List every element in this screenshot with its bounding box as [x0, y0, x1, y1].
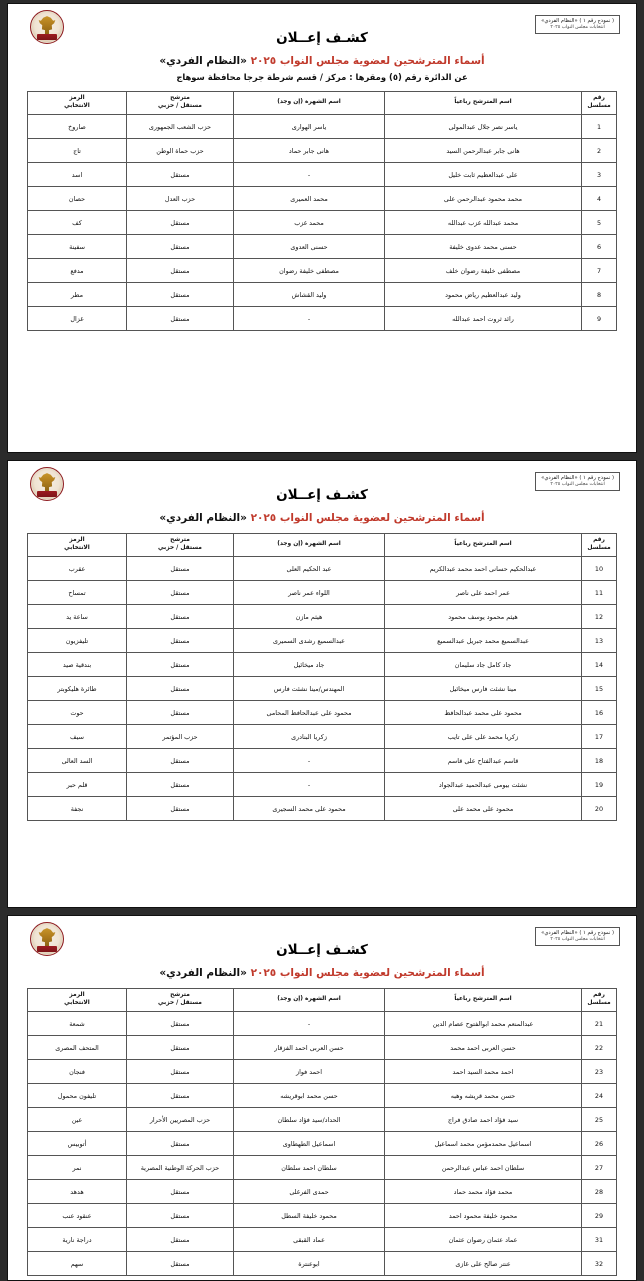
column-header-candidate-name — [385, 92, 582, 115]
cell-fame-name: محمود على عبدالحافظ المحامى — [234, 701, 385, 725]
cell-symbol: تليفزيون — [28, 629, 127, 653]
cell-party: مستقل — [127, 605, 234, 629]
candidates-table — [27, 533, 617, 821]
cell-candidate-name: على عبدالعظيم ثابت خليل — [385, 163, 582, 187]
candidates-table — [27, 988, 617, 1276]
cell-candidate-name: احمد محمد السيد احمد — [385, 1060, 582, 1084]
table-row — [28, 283, 617, 307]
cell-fame-name: زكريا البنادرى — [234, 725, 385, 749]
table-row — [28, 725, 617, 749]
table-row — [28, 1108, 617, 1132]
cell-symbol: سهم — [28, 1252, 127, 1276]
column-header-serial-text: مسلسل — [587, 103, 611, 109]
document-page — [7, 3, 637, 453]
cell-fame-name: - — [234, 773, 385, 797]
cell-party: مستقل — [127, 1204, 234, 1228]
cell-fame-name: محمود خليفة السطل — [234, 1204, 385, 1228]
cell-symbol: نجفة — [28, 797, 127, 821]
emblem-seal — [30, 922, 64, 956]
page-title: كشـف إعــلان — [276, 942, 368, 958]
column-header-party-text: مستقل / حزبي — [158, 103, 202, 109]
cell-candidate-name: رائد ثروت احمد عبدالله — [385, 307, 582, 331]
column-header-symbol — [28, 534, 127, 557]
cell-serial: 27 — [582, 1156, 617, 1180]
pages-container — [0, 3, 644, 1281]
cell-party: مستقل — [127, 1060, 234, 1084]
cell-fame-name: محمود على محمد السجيرى — [234, 797, 385, 821]
table-row — [28, 259, 617, 283]
cell-party: مستقل — [127, 163, 234, 187]
cell-symbol: عين — [28, 1108, 127, 1132]
emblem-seal — [30, 467, 64, 501]
cell-candidate-name: محمود على محمد على — [385, 797, 582, 821]
cell-serial: 16 — [582, 701, 617, 725]
subtitle-red-part: أسماء المترشحين لعضوية مجلس النواب ٢٠٢٥ — [250, 512, 485, 524]
cell-party: مستقل — [127, 1132, 234, 1156]
table-row — [28, 797, 617, 821]
cell-fame-name: مصطفى خليفة رضوان — [234, 259, 385, 283]
page-subtitle — [8, 46, 636, 67]
table-row — [28, 115, 617, 139]
cell-serial: 25 — [582, 1108, 617, 1132]
cell-serial: 4 — [582, 187, 617, 211]
egypt-eagle-emblem-icon — [30, 10, 64, 52]
cell-candidate-name: عبدالمنعم محمد ابوالفتوح عصام الدين — [385, 1012, 582, 1036]
table-row — [28, 629, 617, 653]
column-header-candidate-name-text: اسم المترشح رباعياً — [454, 99, 512, 106]
cell-party: مستقل — [127, 1012, 234, 1036]
cell-fame-name: وليد القشاش — [234, 283, 385, 307]
candidates-table — [27, 91, 617, 331]
cell-fame-name: الحداد/سيد فؤاد سلطان — [234, 1108, 385, 1132]
column-header-fame-name-text: اسم الشهرة (إن وجد) — [277, 99, 341, 106]
cell-symbol: تاج — [28, 139, 127, 163]
cell-candidate-name: قاسم عبدالفتاح على قاسم — [385, 749, 582, 773]
column-header-candidate-name — [385, 989, 582, 1012]
column-header-serial-text: رقم — [593, 992, 605, 999]
cell-symbol: نمر — [28, 1156, 127, 1180]
column-header-party-text: مترشح — [170, 95, 190, 102]
subtitle-black-part: «النظام الفردي» — [159, 55, 247, 67]
table-header-row — [28, 92, 617, 115]
cell-party: حزب المصريين الأحرار — [127, 1108, 234, 1132]
column-header-symbol — [28, 989, 127, 1012]
cell-party: مستقل — [127, 677, 234, 701]
cell-party: مستقل — [127, 283, 234, 307]
form-tag-line-1: ( نموذج رقم ١ ) «النظام الفردي» — [541, 475, 614, 481]
cell-symbol: تمساح — [28, 581, 127, 605]
cell-candidate-name: سلطان احمد عباس عبدالرحمن — [385, 1156, 582, 1180]
column-header-serial — [582, 92, 617, 115]
cell-symbol: بندقية صيد — [28, 653, 127, 677]
column-header-fame-name-text: اسم الشهرة (إن وجد) — [277, 996, 341, 1003]
cell-party: مستقل — [127, 259, 234, 283]
page-title: كشـف إعــلان — [276, 487, 368, 503]
cell-party: مستقل — [127, 773, 234, 797]
cell-candidate-name: حسن محمد قريشه وهبه — [385, 1084, 582, 1108]
cell-symbol: اسد — [28, 163, 127, 187]
column-header-candidate-name-text: اسم المترشح رباعياً — [454, 996, 512, 1003]
cell-party: مستقل — [127, 701, 234, 725]
cell-fame-name: حسنى العدوى — [234, 235, 385, 259]
cell-fame-name: عماد القبقى — [234, 1228, 385, 1252]
cell-party: مستقل — [127, 307, 234, 331]
table-row — [28, 1156, 617, 1180]
cell-symbol: مدفع — [28, 259, 127, 283]
column-header-symbol-text: الرمز — [69, 537, 85, 544]
table-row — [28, 605, 617, 629]
form-tag-line-1: ( نموذج رقم ١ ) «النظام الفردي» — [541, 18, 614, 24]
cell-symbol: سفينة — [28, 235, 127, 259]
cell-fame-name: حمدى الفرغلى — [234, 1180, 385, 1204]
cell-fame-name: ابوعنترة — [234, 1252, 385, 1276]
cell-candidate-name: عماد عثمان رضوان عثمان — [385, 1228, 582, 1252]
cell-symbol: دراجة نارية — [28, 1228, 127, 1252]
cell-serial: 13 — [582, 629, 617, 653]
cell-symbol: كف — [28, 211, 127, 235]
cell-symbol: المتحف المصرى — [28, 1036, 127, 1060]
cell-fame-name: اسماعيل الطهطاوى — [234, 1132, 385, 1156]
cell-serial: 26 — [582, 1132, 617, 1156]
cell-serial: 10 — [582, 557, 617, 581]
cell-serial: 22 — [582, 1036, 617, 1060]
page-subtitle — [8, 503, 636, 524]
cell-fame-name: - — [234, 749, 385, 773]
cell-candidate-name: محمد عبدالله غزب عبدالله — [385, 211, 582, 235]
cell-party: مستقل — [127, 1180, 234, 1204]
cell-serial: 23 — [582, 1060, 617, 1084]
cell-serial: 17 — [582, 725, 617, 749]
column-header-party — [127, 534, 234, 557]
column-header-symbol-text: الرمز — [69, 95, 85, 102]
cell-serial: 28 — [582, 1180, 617, 1204]
cell-candidate-name: اسماعيل محمدمؤمن محمد اسماعيل — [385, 1132, 582, 1156]
cell-party: مستقل — [127, 557, 234, 581]
cell-fame-name: احمد فواز — [234, 1060, 385, 1084]
column-header-serial-text: مسلسل — [587, 1000, 611, 1006]
cell-candidate-name: محمد فؤاد محمد حماد — [385, 1180, 582, 1204]
cell-serial: 21 — [582, 1012, 617, 1036]
column-header-party-text: مترشح — [170, 537, 190, 544]
cell-symbol: حصان — [28, 187, 127, 211]
column-header-fame-name — [234, 534, 385, 557]
table-row — [28, 1180, 617, 1204]
cell-party: مستقل — [127, 1036, 234, 1060]
column-header-symbol-text: الرمز — [69, 992, 85, 999]
table-row — [28, 581, 617, 605]
column-header-serial-text: رقم — [593, 537, 605, 544]
cell-party: مستقل — [127, 1252, 234, 1276]
cell-fame-name: هانى جابر حماد — [234, 139, 385, 163]
form-tag-line-2: انتخابات مجلس النواب ٢٠٢٥ — [550, 936, 605, 942]
column-header-serial-text: رقم — [593, 95, 605, 102]
cell-symbol: غزال — [28, 307, 127, 331]
cell-symbol: طائرة هليكوبتر — [28, 677, 127, 701]
cell-party: حزب الحركة الوطنية المصرية — [127, 1156, 234, 1180]
cell-serial: 31 — [582, 1228, 617, 1252]
cell-serial: 20 — [582, 797, 617, 821]
cell-symbol: حوت — [28, 701, 127, 725]
cell-party: مستقل — [127, 749, 234, 773]
cell-party: مستقل — [127, 581, 234, 605]
cell-serial: 2 — [582, 139, 617, 163]
form-tag-line-1: ( نموذج رقم ١ ) «النظام الفردي» — [541, 930, 614, 936]
emblem-seal — [30, 10, 64, 44]
cell-candidate-name: زكريا محمد على على تايب — [385, 725, 582, 749]
cell-serial: 5 — [582, 211, 617, 235]
cell-fame-name: - — [234, 163, 385, 187]
table-row — [28, 749, 617, 773]
form-number-tag — [535, 927, 620, 946]
table-row — [28, 163, 617, 187]
column-header-symbol-text: الانتخابي — [64, 545, 90, 551]
cell-party: مستقل — [127, 211, 234, 235]
cell-serial: 32 — [582, 1252, 617, 1276]
subtitle-black-part: «النظام الفردي» — [159, 967, 247, 979]
cell-fame-name: جاد ميخائيل — [234, 653, 385, 677]
cell-candidate-name: وليد عبدالعظيم رياض محمود — [385, 283, 582, 307]
district-line: عن الدائرة رقم (٥) ومقرها : مركز / قسم شرطة جرجا محافظة سوهاج — [176, 72, 468, 82]
cell-serial: 1 — [582, 115, 617, 139]
cell-candidate-name: هانى جابر عبدالرحمن السيد — [385, 139, 582, 163]
cell-candidate-name: مصطفى خليفة رضوان خلف — [385, 259, 582, 283]
cell-fame-name: حسن محمد ابوقريشه — [234, 1084, 385, 1108]
table-row — [28, 557, 617, 581]
column-header-fame-name — [234, 989, 385, 1012]
table-row — [28, 1060, 617, 1084]
cell-fame-name: محمد العميرى — [234, 187, 385, 211]
table-row — [28, 1036, 617, 1060]
cell-symbol: ساعة يد — [28, 605, 127, 629]
cell-symbol: هدهد — [28, 1180, 127, 1204]
cell-fame-name: المهندس/مينا نشئت فارس — [234, 677, 385, 701]
cell-candidate-name: محمود خليفة محمود احمد — [385, 1204, 582, 1228]
column-header-serial — [582, 534, 617, 557]
form-number-tag — [535, 15, 620, 34]
cell-party: مستقل — [127, 235, 234, 259]
cell-serial: 3 — [582, 163, 617, 187]
cell-symbol: عنقود عنب — [28, 1204, 127, 1228]
form-tag-line-2: انتخابات مجلس النواب ٢٠٢٥ — [550, 481, 605, 487]
cell-symbol: صاروخ — [28, 115, 127, 139]
cell-symbol: شمعة — [28, 1012, 127, 1036]
table-row — [28, 187, 617, 211]
table-row — [28, 1084, 617, 1108]
cell-candidate-name: حسنى محمد عدوى خليفة — [385, 235, 582, 259]
column-header-symbol — [28, 92, 127, 115]
cell-candidate-name: عبدالسميع محمد جبريل عبدالسميع — [385, 629, 582, 653]
cell-symbol: أتوبيس — [28, 1132, 127, 1156]
table-row — [28, 773, 617, 797]
table-row — [28, 1252, 617, 1276]
subtitle-black-part: «النظام الفردي» — [159, 512, 247, 524]
cell-candidate-name: عمر احمد على ناصر — [385, 581, 582, 605]
cell-candidate-name: ياسر نصر جلال عبدالمولى — [385, 115, 582, 139]
column-header-candidate-name-text: اسم المترشح رباعياً — [454, 541, 512, 548]
page-subtitle — [8, 958, 636, 979]
cell-candidate-name: جاد كامل جاد سليمان — [385, 653, 582, 677]
column-header-party-text: مستقل / حزبي — [158, 545, 202, 551]
table-row — [28, 139, 617, 163]
cell-candidate-name: مينا نشئت فارس ميخائيل — [385, 677, 582, 701]
cell-fame-name: محمد غزب — [234, 211, 385, 235]
cell-serial: 6 — [582, 235, 617, 259]
cell-party: مستقل — [127, 797, 234, 821]
cell-fame-name: سلطان احمد سلطان — [234, 1156, 385, 1180]
column-header-fame-name-text: اسم الشهرة (إن وجد) — [277, 541, 341, 548]
column-header-party — [127, 989, 234, 1012]
table-row — [28, 307, 617, 331]
table-header-row — [28, 534, 617, 557]
table-row — [28, 701, 617, 725]
subtitle-red-part: أسماء المترشحين لعضوية مجلس النواب ٢٠٢٥ — [250, 967, 485, 979]
document-page — [7, 915, 637, 1281]
cell-symbol: قلم حبر — [28, 773, 127, 797]
page-title: كشـف إعــلان — [276, 30, 368, 46]
column-header-party-text: مترشح — [170, 992, 190, 999]
column-header-party-text: مستقل / حزبي — [158, 1000, 202, 1006]
cell-symbol: عقرب — [28, 557, 127, 581]
cell-symbol: مطر — [28, 283, 127, 307]
cell-serial: 29 — [582, 1204, 617, 1228]
cell-fame-name: ياسر الهوارى — [234, 115, 385, 139]
cell-candidate-name: نشئت بيومى عبدالحميد عبدالجواد — [385, 773, 582, 797]
cell-candidate-name: عنتر صالح على غازى — [385, 1252, 582, 1276]
cell-party: مستقل — [127, 1084, 234, 1108]
cell-serial: 15 — [582, 677, 617, 701]
egypt-eagle-emblem-icon — [30, 467, 64, 509]
form-tag-line-2: انتخابات مجلس النواب ٢٠٢٥ — [550, 24, 605, 30]
cell-fame-name: - — [234, 307, 385, 331]
table-row — [28, 1204, 617, 1228]
column-header-party — [127, 92, 234, 115]
cell-party: حزب المؤتمر — [127, 725, 234, 749]
egypt-eagle-emblem-icon — [30, 922, 64, 964]
table-row — [28, 211, 617, 235]
cell-party: مستقل — [127, 653, 234, 677]
table-row — [28, 1132, 617, 1156]
cell-fame-name: اللواء عمر ناصر — [234, 581, 385, 605]
column-header-candidate-name — [385, 534, 582, 557]
cell-party: مستقل — [127, 629, 234, 653]
cell-serial: 7 — [582, 259, 617, 283]
column-header-fame-name — [234, 92, 385, 115]
cell-serial: 18 — [582, 749, 617, 773]
cell-party: حزب حماة الوطن — [127, 139, 234, 163]
cell-fame-name: - — [234, 1012, 385, 1036]
cell-serial: 19 — [582, 773, 617, 797]
column-header-serial — [582, 989, 617, 1012]
cell-symbol: تليفون محمول — [28, 1084, 127, 1108]
cell-party: حزب العدل — [127, 187, 234, 211]
cell-symbol: سيف — [28, 725, 127, 749]
table-row — [28, 1012, 617, 1036]
cell-serial: 12 — [582, 605, 617, 629]
table-row — [28, 235, 617, 259]
column-header-serial-text: مسلسل — [587, 545, 611, 551]
cell-fame-name: عبد الحكيم العلى — [234, 557, 385, 581]
table-row — [28, 677, 617, 701]
form-number-tag — [535, 472, 620, 491]
document-page — [7, 460, 637, 908]
cell-symbol: السد العالى — [28, 749, 127, 773]
cell-symbol: فنجان — [28, 1060, 127, 1084]
cell-serial: 14 — [582, 653, 617, 677]
column-header-symbol-text: الانتخابي — [64, 1000, 90, 1006]
column-header-symbol-text: الانتخابي — [64, 103, 90, 109]
cell-party: حزب الشعب الجمهورى — [127, 115, 234, 139]
cell-candidate-name: محمد محمود عبدالرحمن على — [385, 187, 582, 211]
cell-candidate-name: سيد فؤاد احمد صادق فراج — [385, 1108, 582, 1132]
cell-candidate-name: محمود على محمد عبدالحافظ — [385, 701, 582, 725]
cell-party: مستقل — [127, 1228, 234, 1252]
cell-serial: 9 — [582, 307, 617, 331]
cell-candidate-name: عبدالحكيم حسانى احمد محمد عبدالكريم — [385, 557, 582, 581]
cell-candidate-name: حسن العربى احمد محمد — [385, 1036, 582, 1060]
cell-serial: 8 — [582, 283, 617, 307]
table-row — [28, 1228, 617, 1252]
cell-fame-name: حسن العربى احمد الفزقار — [234, 1036, 385, 1060]
cell-serial: 24 — [582, 1084, 617, 1108]
subtitle-red-part: أسماء المترشحين لعضوية مجلس النواب ٢٠٢٥ — [250, 55, 485, 67]
table-row — [28, 653, 617, 677]
table-header-row — [28, 989, 617, 1012]
cell-fame-name: هيثم مازن — [234, 605, 385, 629]
cell-fame-name: عبدالسميع رشدى السميرى — [234, 629, 385, 653]
cell-serial: 11 — [582, 581, 617, 605]
cell-candidate-name: هيثم محمود يوسف محمود — [385, 605, 582, 629]
